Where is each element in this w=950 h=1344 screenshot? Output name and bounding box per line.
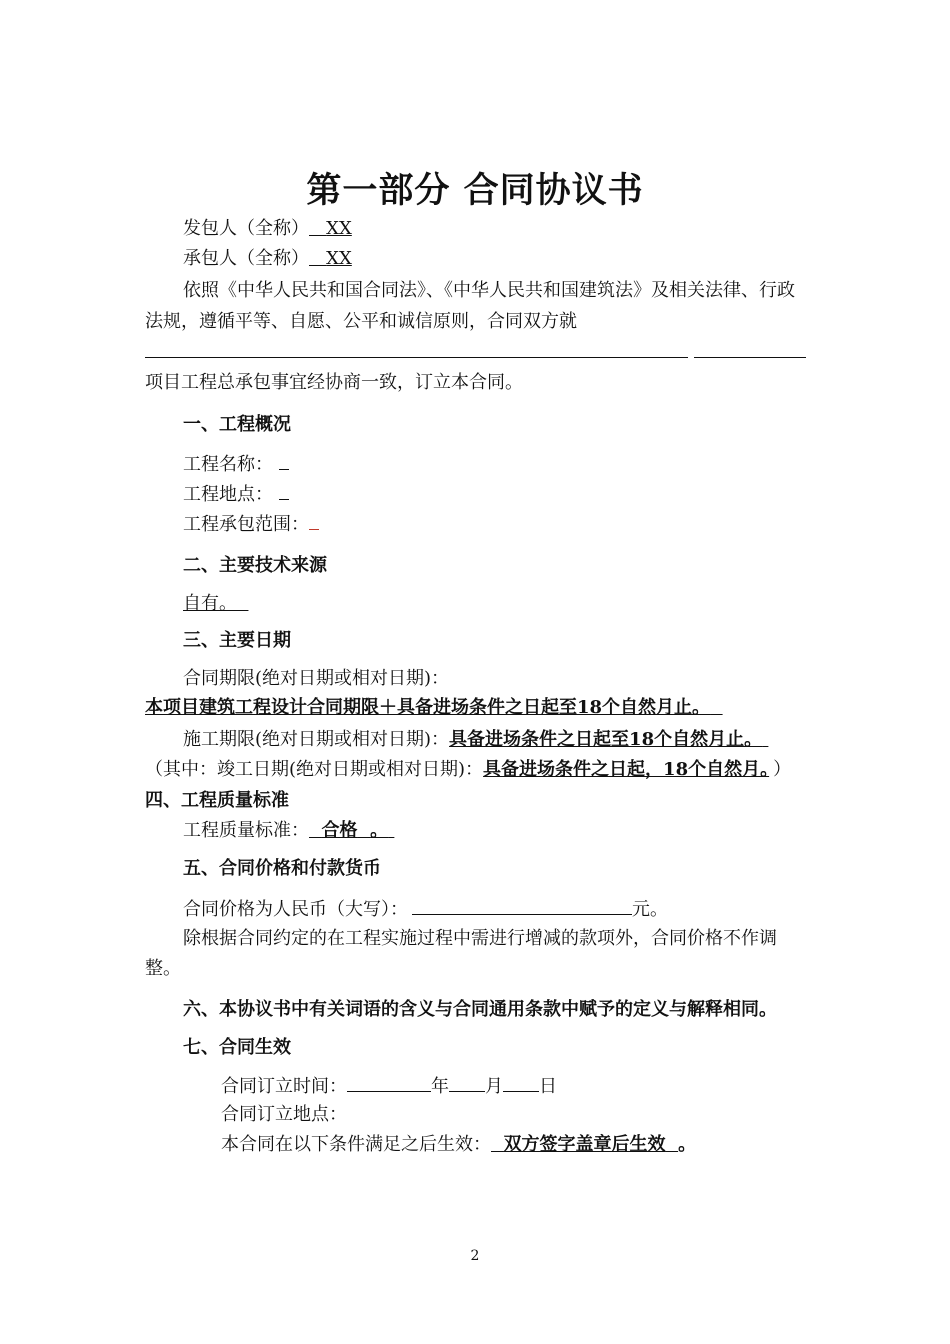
section-3-heading: 三、主要日期: [183, 630, 291, 651]
section-2-heading: 二、主要技术来源: [183, 555, 327, 576]
construction-term-value: 具备进场条件之日起至18个自然月止。: [449, 729, 763, 750]
contractor-label: 承包人（全称）: [183, 248, 309, 269]
contract-term-value: 本项目建筑工程设计合同期限＋具备进场条件之日起至18个自然月止。: [145, 697, 711, 718]
signing-month-field: [449, 1073, 485, 1092]
section-6-heading: 六、本协议书中有关词语的含义与合同通用条款中赋予的定义与解释相同。: [183, 999, 777, 1020]
completion-date-label: （其中：竣工日期(绝对日期或相对日期)：: [145, 759, 484, 780]
project-scope-label: 工程承包范围：: [183, 514, 309, 535]
project-scope-field: [309, 511, 319, 530]
section-4-heading: 四、工程质量标准: [145, 790, 289, 811]
basis-line-3: 项目工程总承包事宜经协商一致，订立本合同。: [145, 372, 523, 393]
completion-date-line: [145, 758, 791, 782]
project-location-line: [183, 481, 289, 507]
employer-label: 发包人（全称）: [183, 218, 309, 239]
contractor-value: XX: [326, 248, 352, 269]
project-scope-line: [183, 511, 319, 537]
month-label: 月: [485, 1076, 503, 1097]
day-label: 日: [539, 1076, 557, 1097]
project-name-blank-extra: [694, 357, 806, 358]
price-note-line-1: 除根据合同约定的在工程实施过程中需进行增减的款项外，合同价格不作调: [183, 928, 777, 949]
basis-line-2: 法规，遵循平等、自愿、公平和诚信原则，合同双方就: [145, 311, 577, 332]
project-name-line: [183, 451, 289, 477]
project-name-label: 工程名称：: [183, 454, 273, 475]
price-note-line-2: 整。: [145, 958, 181, 979]
year-label: 年: [431, 1076, 449, 1097]
contract-price-unit: 元。: [632, 899, 668, 920]
signing-time-label: 合同订立时间：: [221, 1076, 347, 1097]
section-7-heading: 七、合同生效: [183, 1037, 291, 1058]
project-name-blank: [145, 357, 688, 358]
effective-condition-label: 本合同在以下条件满足之后生效：: [221, 1134, 491, 1155]
section-1-heading: 一、工程概况: [183, 414, 291, 435]
contract-price-field: [412, 896, 632, 915]
signing-time-line: [221, 1073, 557, 1099]
signing-day-field: [503, 1073, 539, 1092]
contractor-line: [183, 247, 352, 271]
project-location-label: 工程地点：: [183, 484, 273, 505]
completion-date-value: 具备进场条件之日起，18个自然月。: [483, 759, 770, 780]
contract-price-line: [183, 896, 668, 922]
project-name-field: [279, 451, 289, 470]
basis-line-1: 依照《中华人民共和国合同法》、《中华人民共和国建筑法》及相关法律、行政: [183, 280, 795, 301]
document-title: 第一部分 合同协议书: [306, 170, 644, 211]
project-location-field: [279, 481, 289, 500]
signing-year-field: [347, 1073, 431, 1092]
employer-value: XX: [326, 218, 352, 239]
construction-term-label: 施工期限(绝对日期或相对日期)：: [183, 729, 450, 750]
contract-term-label: 合同期限(绝对日期或相对日期)：: [183, 668, 450, 689]
page-number: 2: [470, 1248, 480, 1264]
quality-standard-line: [183, 819, 394, 843]
quality-standard-label: 工程质量标准：: [183, 820, 309, 841]
signing-place-label: 合同订立地点：: [221, 1104, 347, 1125]
effective-condition-tail: 。: [678, 1134, 697, 1155]
construction-term-line: [183, 728, 768, 752]
contract-price-label: 合同价格为人民币（大写）：: [183, 899, 408, 920]
tech-source-value: 自有。: [183, 593, 237, 614]
quality-standard-value: 合格 。: [321, 820, 389, 841]
section-5-heading: 五、合同价格和付款货币: [183, 858, 381, 879]
employer-line: [183, 217, 352, 241]
completion-date-close: ）: [773, 759, 792, 780]
effective-condition-line: [221, 1133, 696, 1157]
effective-condition-value: 双方签字盖章后生效: [503, 1134, 666, 1155]
